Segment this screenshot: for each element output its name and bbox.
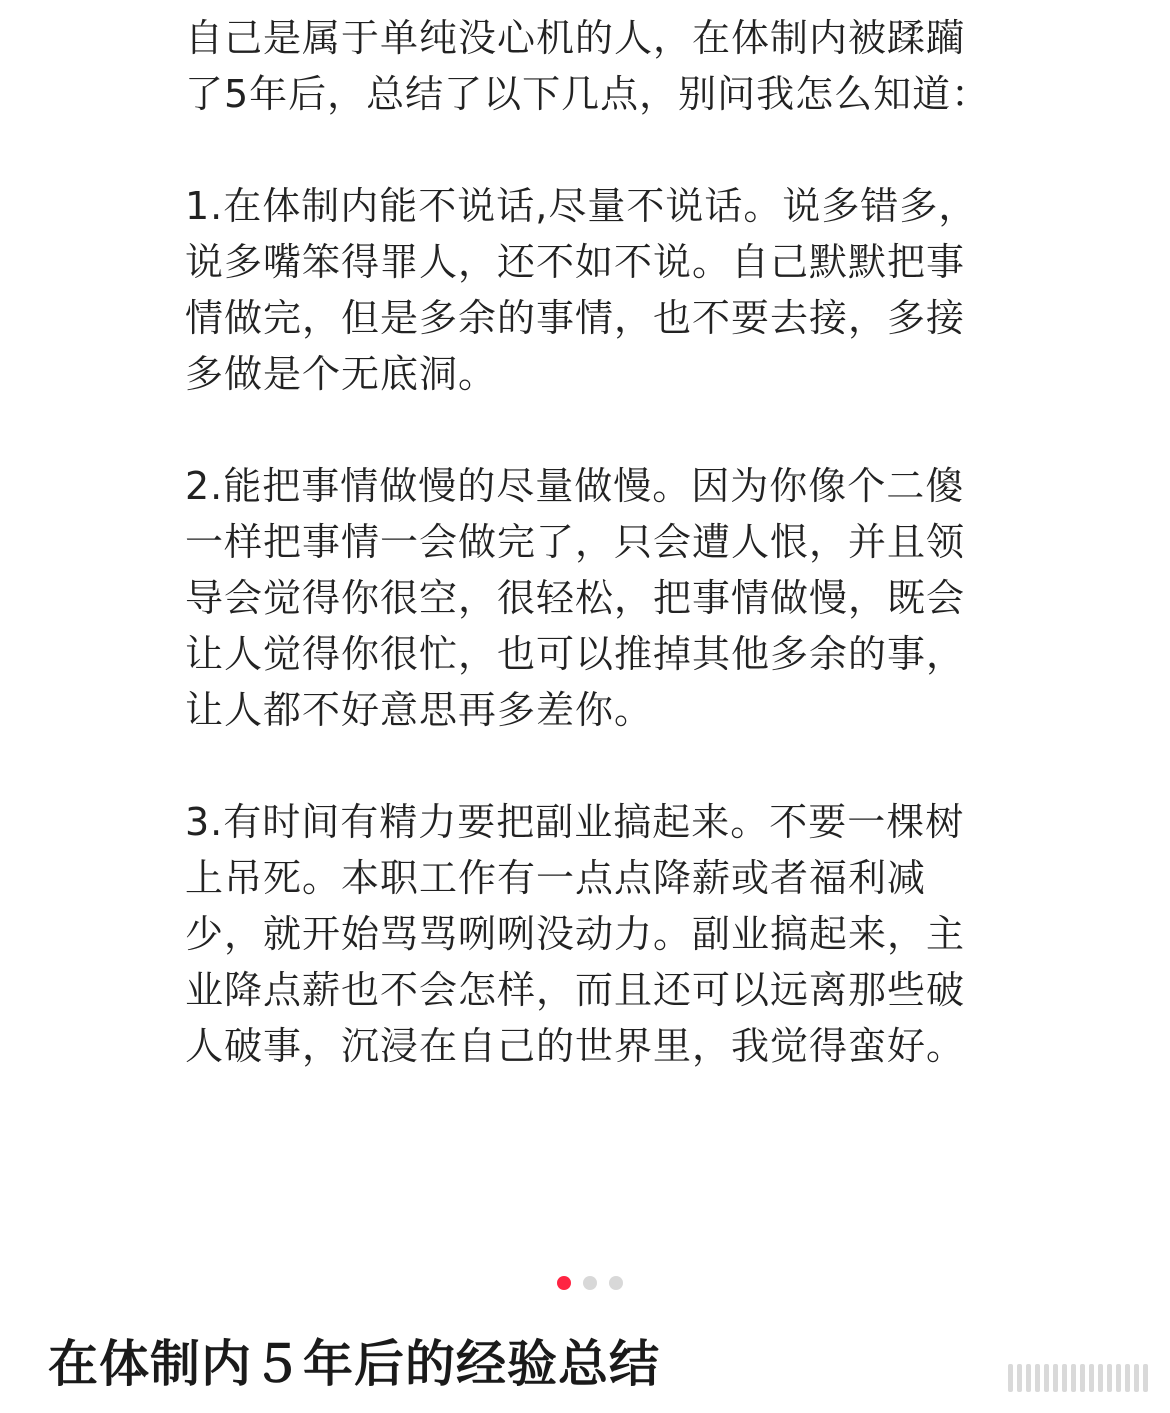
carousel-indicator — [0, 1275, 1170, 1291]
paragraph-point-1: 1.在体制内能不说话,尽量不说话。说多错多，说多嘴笨得罪人，还不如不说。自己默默把事情做完，但是多余的事情，也不要去接，多接多做是个无底洞。 — [185, 184, 978, 396]
watermark-logo — [1008, 1360, 1148, 1396]
post-title: 在体制内５年后的经验总结 — [48, 1335, 660, 1393]
paragraph-intro: 自己是属于单纯没心机的人，在体制内被蹂躏了5年后，总结了以下几点，别问我怎么知道： — [185, 16, 991, 116]
carousel-dot-3[interactable] — [609, 1276, 623, 1290]
paragraph-point-3: 3.有时间有精力要把副业搞起来。不要一棵树上吊死。本职工作有一点点降薪或者福利减少，就开始骂骂咧咧没动力。副业搞起来，主业降点薪也不会怎样，而且还可以远离那些破人破事，沉浸在自己的世界里，我觉得蛮好。 — [185, 800, 966, 1068]
carousel-dot-2[interactable] — [583, 1276, 597, 1290]
post-image-text — [185, 10, 995, 1074]
paragraph-point-2: 2.能把事情做慢的尽量做慢。因为你像个二傻一样把事情一会做完了，只会遭人恨，并且领导会觉得你很空，很轻松，把事情做慢，既会让人觉得你很忙，也可以推掉其他多余的事，让人都不好意思再多差你。 — [185, 464, 966, 732]
carousel-dot-1[interactable] — [557, 1276, 571, 1290]
